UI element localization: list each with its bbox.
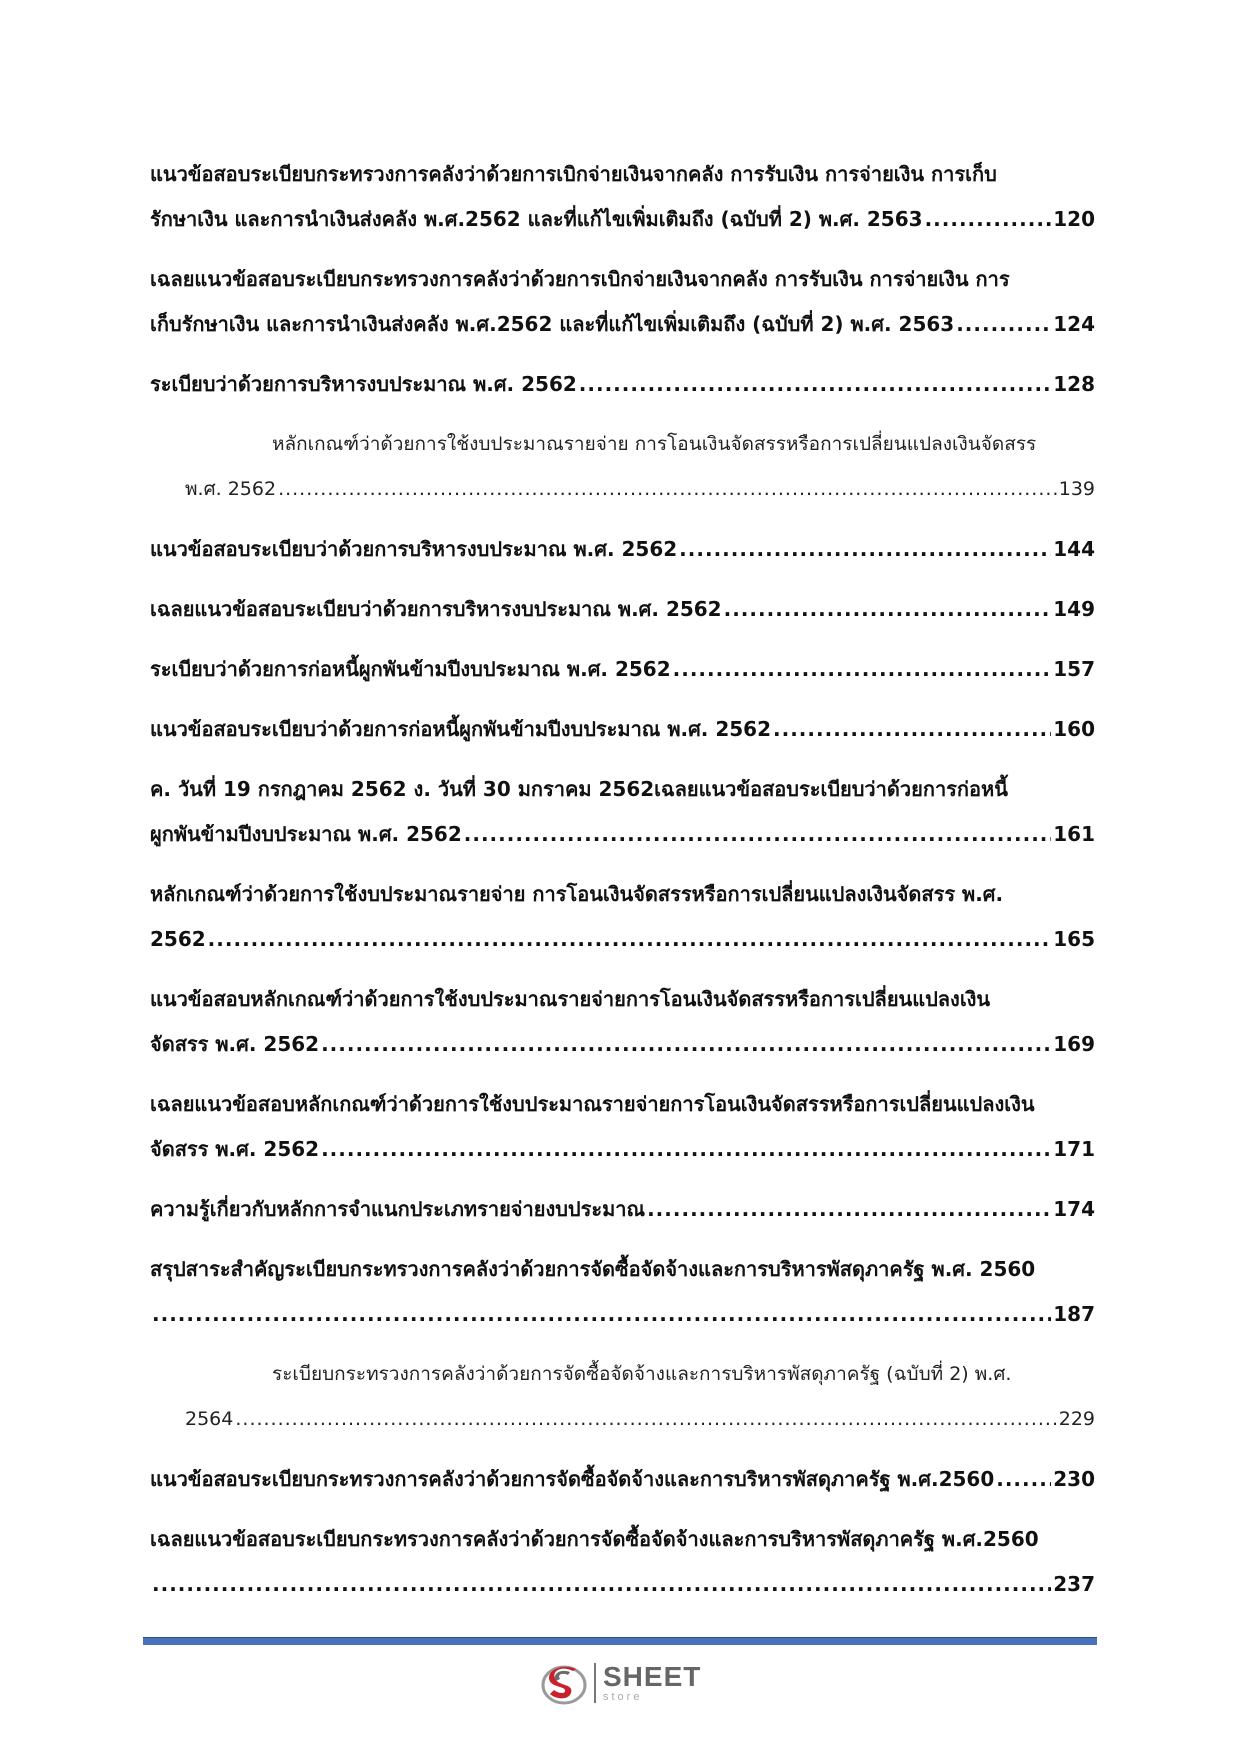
- toc-entry[interactable]: [150, 1517, 1095, 1607]
- toc-entry-title: ความรู้เกี่ยวกับหลักการจำแนกประเภทรายจ่ายงบประมาณ: [150, 1197, 646, 1221]
- toc-entry[interactable]: [150, 872, 1095, 962]
- toc-entry-title: แนวข้อสอบระเบียบว่าด้วยการก่อหนี้ผูกพันข้ามปีงบประมาณ พ.ศ. 2562: [150, 717, 772, 741]
- toc-page-number: 161: [1053, 822, 1095, 846]
- toc-dot-leader: [673, 647, 1052, 692]
- toc-page-number: 169: [1053, 1032, 1095, 1056]
- toc-entry[interactable]: [150, 1082, 1095, 1172]
- toc-entry-title: แนวข้อสอบระเบียบกระทรวงการคลังว่าด้วยการจัดซื้อจัดจ้างและการบริหารพัสดุภาครัฐ พ.ศ.2560: [150, 1467, 995, 1491]
- toc-entry-title: รักษาเงิน และการนำเงินส่งคลัง พ.ศ.2562 และที่แก้ไขเพิ่มเติมถึง (ฉบับที่ 2) พ.ศ. 2563: [150, 207, 923, 231]
- toc-dot-leader: [647, 1187, 1051, 1232]
- toc-entry[interactable]: [150, 647, 1095, 692]
- toc-entry-title: จัดสรร พ.ศ. 2562: [150, 1137, 320, 1161]
- table-of-contents: [150, 152, 1095, 1607]
- logo-divider: [594, 1663, 596, 1703]
- footer-rule: [143, 1637, 1097, 1645]
- toc-dot-leader: [235, 1397, 1056, 1442]
- toc-dot-leader: [464, 812, 1052, 857]
- sheet-store-s-icon: [540, 1659, 588, 1707]
- toc-entry-title: สรุปสาระสำคัญระเบียบกระทรวงการคลังว่าด้วยการจัดซื้อจัดจ้างและการบริหารพัสดุภาครัฐ พ.ศ. 2560: [150, 1257, 1036, 1281]
- toc-page-number: 149: [1053, 597, 1095, 621]
- toc-entry-title: เก็บรักษาเงิน และการนำเงินส่งคลัง พ.ศ.2562 และที่แก้ไขเพิ่มเติมถึง (ฉบับที่ 2) พ.ศ. 2563: [150, 312, 955, 336]
- logo-word: SHEET: [603, 1661, 702, 1692]
- toc-entry-title: ระเบียบกระทรวงการคลังว่าด้วยการจัดซื้อจัดจ้างและการบริหารพัสดุภาครัฐ (ฉบับที่ 2) พ.ศ.: [272, 1363, 1012, 1385]
- toc-entry-title: เฉลยแนวข้อสอบหลักเกณฑ์ว่าด้วยการใช้งบประมาณรายจ่ายการโอนเงินจัดสรรหรือการเปลี่ยนแปลงเงิน: [150, 1092, 1035, 1116]
- toc-page-number: 165: [1053, 927, 1095, 951]
- toc-entry[interactable]: [150, 767, 1095, 857]
- toc-dot-leader: [152, 1562, 1051, 1607]
- toc-entry[interactable]: [150, 1187, 1095, 1232]
- toc-entry-title: แนวข้อสอบระเบียบว่าด้วยการบริหารงบประมาณ พ.ศ. 2562: [150, 537, 678, 561]
- toc-page-number: 187: [1053, 1302, 1095, 1326]
- toc-page-number: 120: [1053, 207, 1095, 231]
- toc-page-number: 230: [1053, 1467, 1095, 1491]
- toc-entry-title: แนวข้อสอบหลักเกณฑ์ว่าด้วยการใช้งบประมาณรายจ่ายการโอนเงินจัดสรรหรือการเปลี่ยนแปลงเงิน: [150, 987, 991, 1011]
- toc-dot-leader: [773, 707, 1051, 752]
- toc-entry-title: ระเบียบว่าด้วยการก่อหนี้ผูกพันข้ามปีงบประมาณ พ.ศ. 2562: [150, 657, 671, 681]
- toc-dot-leader: [925, 197, 1052, 242]
- toc-entry-title: เฉลยแนวข้อสอบระเบียบกระทรวงการคลังว่าด้วยการจัดซื้อจัดจ้างและการบริหารพัสดุภาครัฐ พ.ศ.2560: [150, 1527, 1039, 1551]
- toc-entry-title: หลักเกณฑ์ว่าด้วยการใช้งบประมาณรายจ่าย การโอนเงินจัดสรรหรือการเปลี่ยนแปลงเงินจัดสรร พ.ศ.: [150, 882, 1004, 906]
- toc-dot-leader: [208, 917, 1052, 962]
- toc-page-number: 237: [1053, 1572, 1095, 1596]
- toc-entry-title: หลักเกณฑ์ว่าด้วยการใช้งบประมาณรายจ่าย การโอนเงินจัดสรรหรือการเปลี่ยนแปลงเงินจัดสรร: [272, 433, 1037, 455]
- toc-page-number: 171: [1053, 1137, 1095, 1161]
- toc-entry-title: ค. วันที่ 19 กรกฎาคม 2562 ง. วันที่ 30 มกราคม 2562เฉลยแนวข้อสอบระเบียบว่าด้วยการก่อหนี้: [150, 777, 1008, 801]
- logo-sub: store: [603, 1691, 643, 1703]
- logo-text: [603, 1663, 701, 1703]
- toc-entry-title: 2562: [150, 927, 206, 951]
- toc-page-number: 174: [1053, 1197, 1095, 1221]
- toc-entry-title: เฉลยแนวข้อสอบระเบียบว่าด้วยการบริหารงบประมาณ พ.ศ. 2562: [150, 597, 722, 621]
- toc-page-number: 144: [1053, 537, 1095, 561]
- toc-dot-leader: [321, 1022, 1051, 1067]
- toc-entry[interactable]: [150, 527, 1095, 572]
- toc-entry[interactable]: [150, 707, 1095, 752]
- toc-dot-leader: [579, 362, 1051, 407]
- toc-dot-leader: [321, 1127, 1051, 1172]
- footer-logo: [540, 1656, 701, 1710]
- toc-entry-title: เฉลยแนวข้อสอบระเบียบกระทรวงการคลังว่าด้วยการเบิกจ่ายเงินจากคลัง การรับเงิน การจ่ายเงิน การ: [150, 267, 1010, 291]
- toc-dot-leader: [679, 527, 1051, 572]
- toc-page-number: 229: [1058, 1408, 1095, 1430]
- toc-entry[interactable]: [150, 362, 1095, 407]
- toc-dot-leader: [996, 1457, 1051, 1502]
- toc-dot-leader: [152, 1292, 1051, 1337]
- toc-entry[interactable]: [150, 1457, 1095, 1502]
- toc-entry[interactable]: [150, 422, 1095, 512]
- toc-entry[interactable]: [150, 257, 1095, 347]
- toc-page-number: 124: [1053, 312, 1095, 336]
- toc-page-number: 139: [1058, 478, 1095, 500]
- toc-dot-leader: [278, 467, 1057, 512]
- toc-entry-title: พ.ศ. 2562: [185, 478, 277, 500]
- toc-entry-title: 2564: [185, 1408, 234, 1430]
- toc-page-number: 128: [1053, 372, 1095, 396]
- toc-entry-title: จัดสรร พ.ศ. 2562: [150, 1032, 320, 1056]
- toc-entry[interactable]: [150, 977, 1095, 1067]
- toc-entry[interactable]: [150, 1352, 1095, 1442]
- toc-entry-title: ผูกพันข้ามปีงบประมาณ พ.ศ. 2562: [150, 822, 462, 846]
- toc-entry-title: แนวข้อสอบระเบียบกระทรวงการคลังว่าด้วยการเบิกจ่ายเงินจากคลัง การรับเงิน การจ่ายเงิน การเก็บ: [150, 162, 997, 186]
- toc-entry[interactable]: [150, 152, 1095, 242]
- toc-entry[interactable]: [150, 587, 1095, 632]
- toc-dot-leader: [956, 302, 1051, 347]
- toc-entry-title: ระเบียบว่าด้วยการบริหารงบประมาณ พ.ศ. 2562: [150, 372, 577, 396]
- toc-page-number: 157: [1053, 657, 1095, 681]
- toc-entry[interactable]: [150, 1247, 1095, 1337]
- toc-dot-leader: [724, 587, 1052, 632]
- toc-page-number: 160: [1053, 717, 1095, 741]
